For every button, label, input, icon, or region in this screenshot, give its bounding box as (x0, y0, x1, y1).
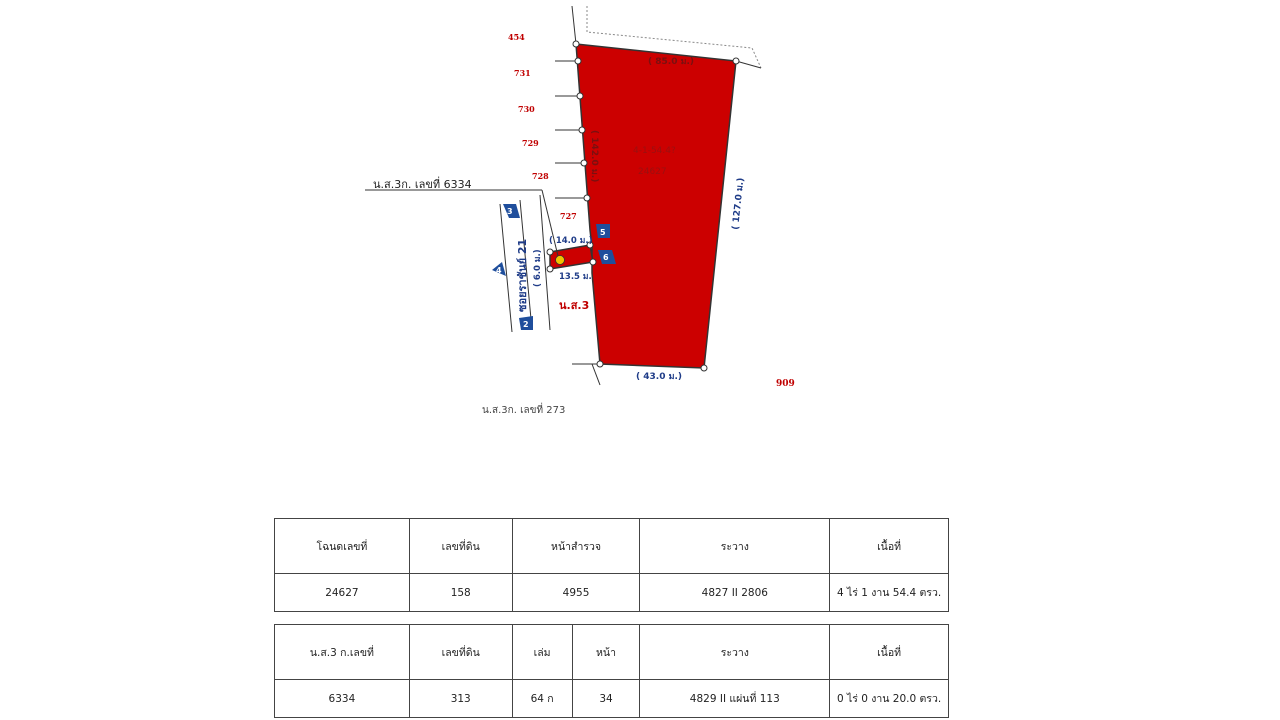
header-page: หน้า (572, 625, 640, 680)
edge-left-label: ( 142.0 ม.) (589, 130, 599, 183)
svg-text:2: 2 (523, 320, 529, 329)
neighbor-parcel-727: 727 (560, 211, 577, 221)
marker-5 (596, 224, 610, 238)
neighbor-parcel-730: 730 (518, 104, 535, 114)
svg-text:6: 6 (603, 253, 609, 262)
marker-3 (503, 204, 520, 218)
marker-4 (492, 262, 506, 276)
cell-sheet: 4829 II แผ่นที่ 113 (640, 680, 830, 718)
boundary-line (736, 61, 761, 68)
boundary-line (572, 6, 576, 44)
ns3-label: น.ส.3 (559, 299, 590, 312)
header-deed-no: โฉนดเลขที่ (275, 519, 410, 574)
neighbor-parcel-454: 454 (508, 32, 525, 42)
ns3k-table (274, 624, 949, 718)
svg-text:3: 3 (507, 207, 513, 216)
header-land-no: เลขที่ดิน (409, 625, 512, 680)
svg-text:5: 5 (600, 228, 606, 237)
deed-table (274, 518, 949, 612)
neighbor-parcel-728: 728 (532, 171, 549, 181)
cell-survey-page: 4955 (512, 574, 640, 612)
road-name-label: ซอยราชันย์ 21 (516, 238, 529, 312)
header-ns3k-no: น.ส.3 ก.เลขที่ (275, 625, 410, 680)
cell-sheet: 4827 II 2806 (640, 574, 830, 612)
svg-text:4: 4 (496, 266, 502, 275)
edge-top-label: ( 85.0 ม.) (648, 57, 695, 67)
neighbor-parcel-729: 729 (522, 138, 539, 148)
edge-small-top-label: ( 14.0 ม.) (549, 236, 593, 246)
cell-ns3k-no: 6334 (275, 680, 410, 718)
plot-area-label: 4-1-54.4? (633, 146, 676, 156)
main-parcel (576, 44, 736, 368)
cell-deed-no: 24627 (275, 574, 410, 612)
header-book: เล่ม (512, 625, 572, 680)
plot-deed-label: 24627 (638, 167, 667, 177)
edge-small-bottom-label: 13.5 ม. (559, 272, 592, 282)
neighbor-parcel-731: 731 (514, 68, 531, 78)
edge-bottom-label: ( 43.0 ม.) (636, 372, 683, 382)
cell-page: 34 (572, 680, 640, 718)
header-survey-page: หน้าสำรวจ (512, 519, 640, 574)
cell-area: 0 ไร่ 0 งาน 20.0 ตรว. (830, 680, 949, 718)
header-land-no: เลขที่ดิน (409, 519, 512, 574)
cell-area: 4 ไร่ 1 งาน 54.4 ตรว. (830, 574, 949, 612)
marker-2 (519, 316, 533, 330)
header-sheet: ระวาง (640, 625, 830, 680)
edge-right-label: ( 127.0 ม.) (731, 177, 747, 231)
location-pin (556, 256, 565, 265)
neighbor-parcel-909: 909 (776, 379, 795, 389)
leader-line (365, 190, 558, 256)
header-area: เนื้อที่ (830, 625, 949, 680)
cell-land-no: 313 (409, 680, 512, 718)
header-area: เนื้อที่ (830, 519, 949, 574)
header-sheet: ระวาง (640, 519, 830, 574)
bottom-deed-label: น.ส.3ก. เลขที่ 273 (482, 405, 566, 416)
edge-small-left-label: ( 6.0 ม.) (533, 249, 543, 287)
ns3k-label: น.ส.3ก. เลขที่ 6334 (373, 178, 472, 191)
cell-land-no: 158 (409, 574, 512, 612)
cell-book: 64 ก (512, 680, 572, 718)
